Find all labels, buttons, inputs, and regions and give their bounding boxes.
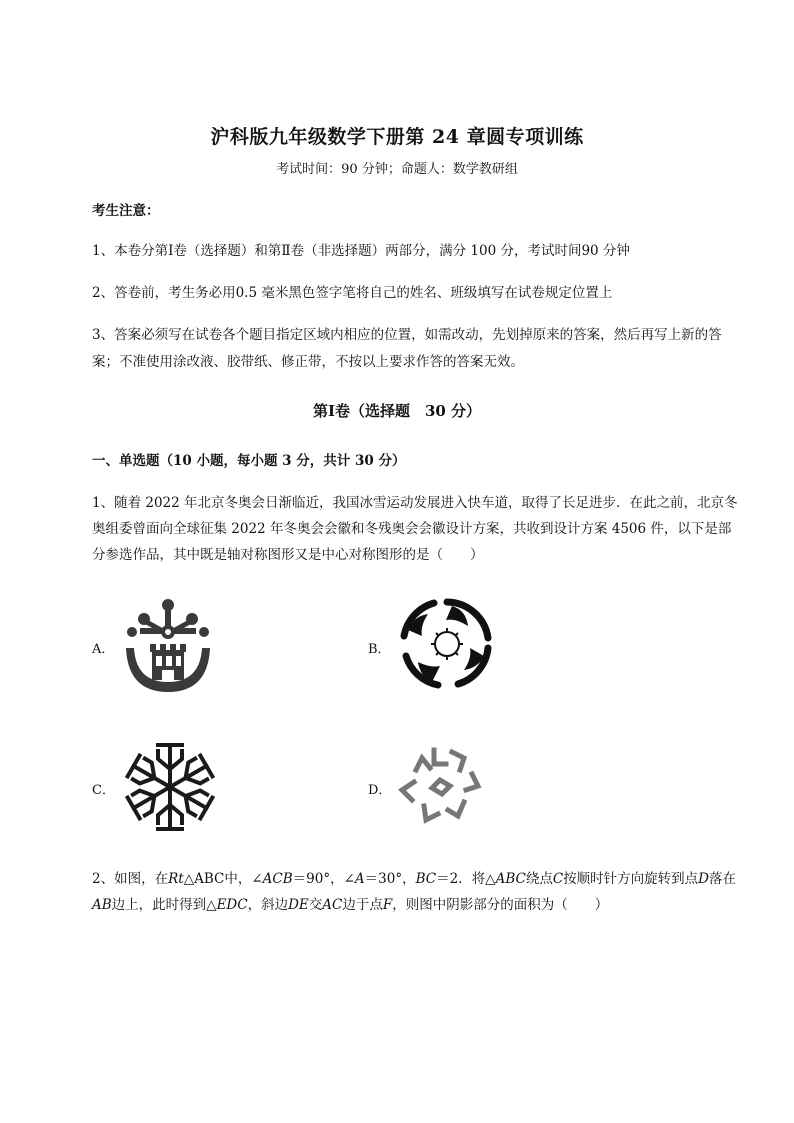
q2-text-7: 落在 — [709, 871, 736, 887]
q2-text-9: ，斜边 — [247, 897, 289, 913]
q2-text-12: ，则图中阴影部分的面积为（ ） — [392, 897, 609, 913]
notice-heading: 考生注意： — [92, 203, 160, 219]
option-a-label: A． — [92, 642, 115, 657]
q2-text-5: 绕点 — [525, 871, 553, 887]
q2-text-3: ＝30°， — [364, 871, 416, 887]
option-d-label: D． — [368, 783, 392, 798]
question-1-text: 1、随着 2022 年北京冬奥会日渐临近，我国冰雪运动发展进入快车道，取得了长足进步．在此之前，北京冬奥组委曾面向全球征集 2022 年冬奥会会徽和冬残奥会会徽设计方案，共收到设计方案 4506 件，以下是部分参选作品，其中既是轴对称图形又是中心对称图形的是（ ） — [92, 495, 738, 563]
option-b-label: B． — [368, 642, 391, 657]
section-title: 第Ⅰ卷（选择题 30 分） — [312, 402, 482, 420]
option-c-label: C． — [92, 783, 115, 798]
q2-text-4: ＝2．将△ — [436, 871, 496, 887]
q2-text-11: 边于点 — [342, 897, 383, 913]
page-title: 沪科版九年级数学下册第 24 章圆专项训练 — [210, 126, 584, 148]
q2-prefix: 2、如图，在 — [92, 871, 169, 887]
q2-triangle-edc: EDC — [216, 897, 248, 913]
question-2-text — [92, 866, 744, 918]
q2-text-8: 边上，此时得到△ — [111, 897, 217, 913]
option-a-emblem-icon — [118, 592, 218, 694]
q2-text-1: 中，∠ — [224, 871, 263, 887]
page-subtitle: 考试时间：90 分钟；命题人：数学教研组 — [276, 162, 518, 177]
q2-triangle-abc: ABC — [495, 871, 526, 887]
notice-item-3: 3、答案必须写在试卷各个题目指定区域内相应的位置，如需改动，先划掉原来的答案，然后再写上新的答案；不准使用涂改液、胶带纸、修正带，不按以上要求作答的答案无效。 — [92, 327, 722, 370]
q2-angle-acb: ACB — [262, 871, 293, 887]
q2-triangle: △ABC — [183, 871, 225, 887]
q2-side-de: DE — [288, 897, 309, 913]
notice-item-1: 1、本卷分第Ⅰ卷（选择题）和第Ⅱ卷（非选择题）两部分，满分 100 分，考试时间90 分钟 — [92, 243, 630, 259]
q2-text-10: 交 — [308, 897, 323, 913]
option-d-emblem-icon — [394, 740, 488, 830]
part-title: 一、单选题（10 小题，每小题 3 分，共计 30 分） — [92, 453, 406, 469]
q2-rt: Rt — [168, 871, 184, 887]
q2-point-f: F — [382, 897, 393, 913]
q2-text-2: ＝90°，∠ — [292, 871, 355, 887]
q2-angle-a: A — [354, 871, 365, 887]
q2-point-d: D — [698, 871, 709, 887]
q2-side-bc: BC — [415, 871, 437, 887]
q2-text-6: 按顺时针方向旋转到点 — [563, 871, 699, 887]
option-c-snowflake-icon — [120, 738, 220, 836]
q2-point-c: C — [552, 871, 564, 887]
q2-side-ac: AC — [322, 897, 343, 913]
option-b-emblem-icon — [396, 596, 498, 692]
notice-item-2: 2、答卷前，考生务必用0.5 毫米黑色签字笔将自己的姓名、班级填写在试卷规定位置上 — [92, 285, 613, 301]
q2-side-ab: AB — [92, 897, 112, 913]
